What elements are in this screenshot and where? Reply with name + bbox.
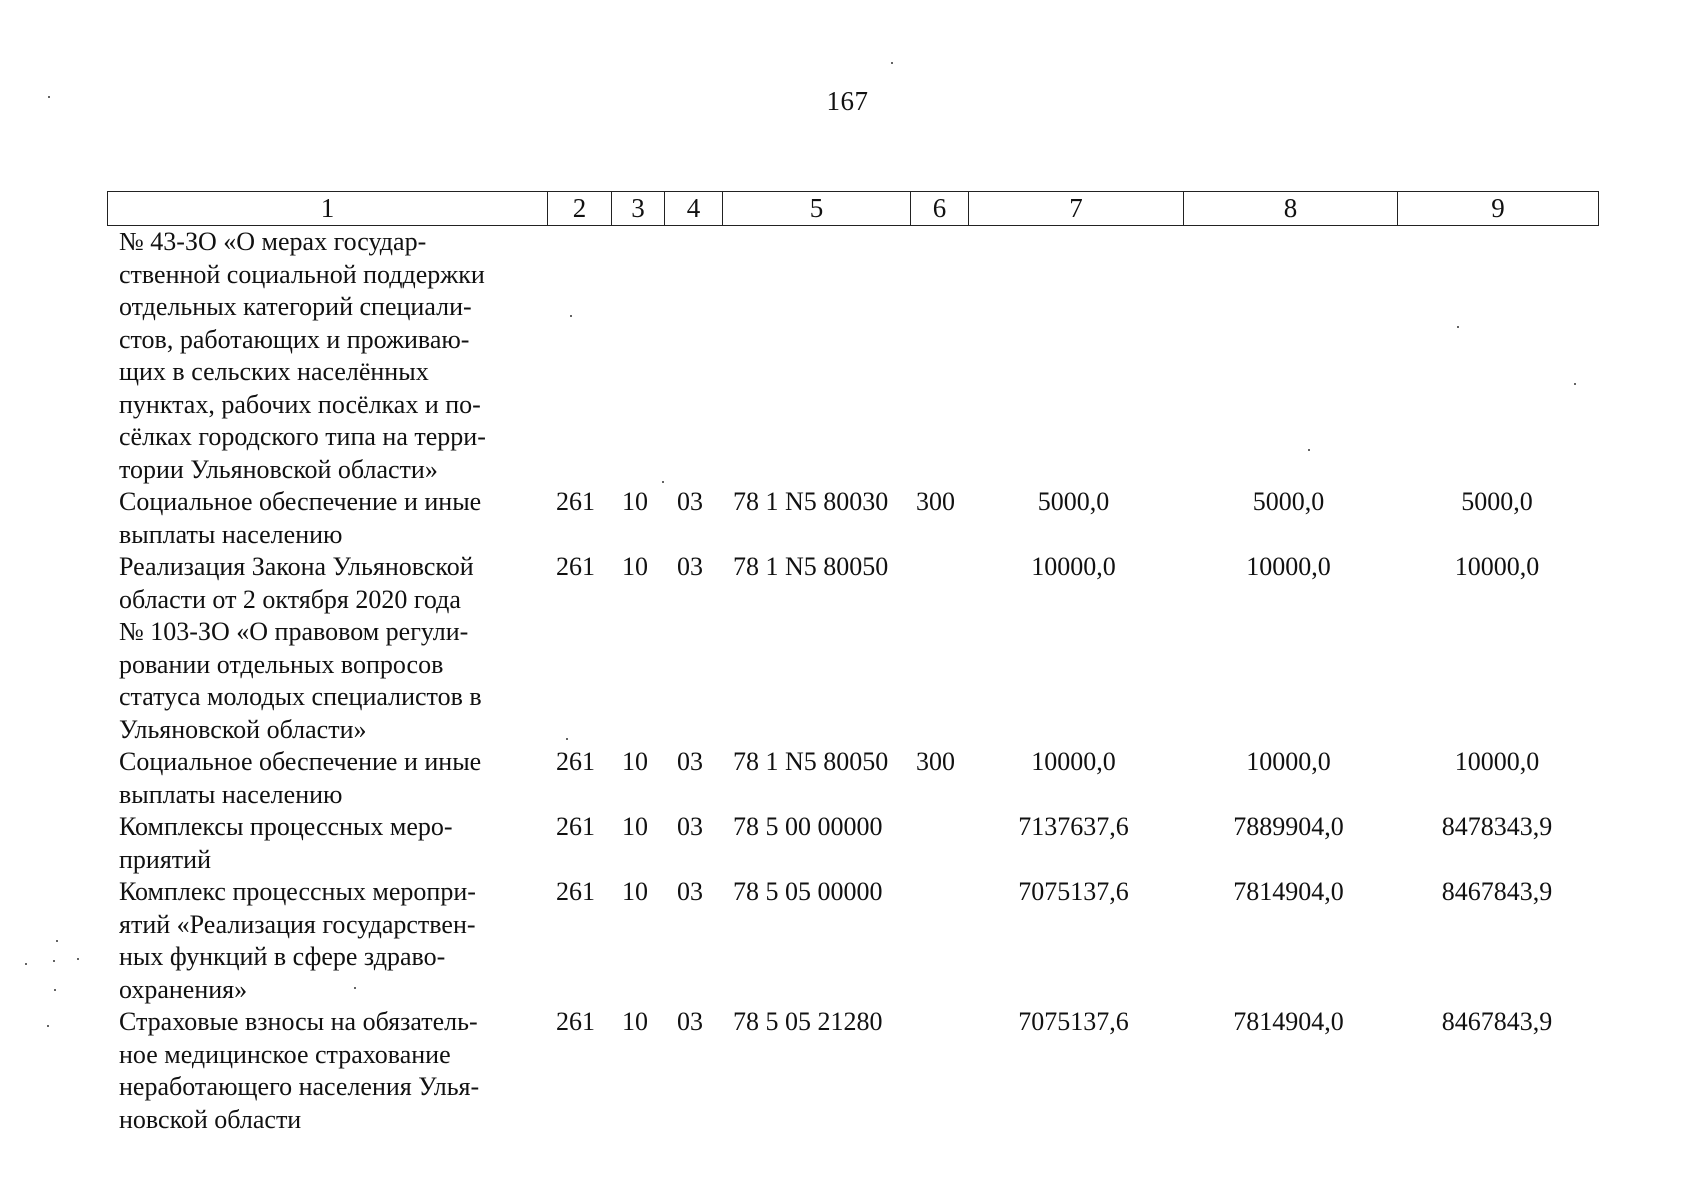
cell-admin-code: 261 — [556, 552, 595, 581]
cell-admin-code: 261 — [556, 747, 595, 776]
column-header-9: 9 — [1491, 193, 1505, 223]
scan-speck — [1308, 449, 1310, 451]
row-name: Комплексы процессных меро- приятий — [119, 812, 453, 874]
scan-speck — [891, 62, 893, 64]
column-header-5: 5 — [723, 192, 911, 225]
cell-amount-col9: 8467843,9 — [1441, 877, 1553, 906]
scan-speck — [566, 738, 568, 740]
column-header-2: 2 — [548, 192, 612, 225]
table-body — [0, 226, 1695, 1136]
column-header-8: 8 — [1184, 192, 1398, 225]
column-header-4: 4 — [665, 192, 723, 225]
scan-speck — [662, 481, 664, 483]
scan-speck — [48, 96, 50, 98]
cell-expense-type: 300 — [916, 487, 955, 516]
cell-amount-col9: 8467843,9 — [1441, 1007, 1553, 1036]
cell-target-article: 78 1 N5 80050 — [733, 552, 889, 581]
cell-section: 10 — [622, 747, 648, 776]
cell-subsection: 03 — [677, 747, 703, 776]
cell-subsection: 03 — [677, 552, 703, 581]
cell-amount-col8: 5000,0 — [1252, 487, 1325, 516]
cell-amount-col8: 10000,0 — [1246, 747, 1331, 776]
scan-speck — [56, 940, 58, 942]
column-header-6: 6 — [911, 192, 969, 225]
table-row — [0, 876, 1695, 1006]
row-name: Реализация Закона Ульяновской области от 2 октября 2020 года № 103-ЗО «О правовом регули- ровании отдельных вопросов статуса молодых специалистов в Ульяновской области» — [119, 552, 482, 744]
table-row — [0, 226, 1695, 486]
cell-subsection: 03 — [677, 877, 703, 906]
cell-target-article: 78 5 05 21280 — [733, 1007, 883, 1036]
row-name: Социальное обеспечение и иные выплаты населению — [119, 747, 482, 809]
column-header-1: 1 — [108, 192, 548, 225]
cell-target-article: 78 5 05 00000 — [733, 877, 883, 906]
scan-speck — [1457, 326, 1459, 328]
table-row — [0, 551, 1695, 746]
cell-subsection: 03 — [677, 487, 703, 516]
table-row — [0, 486, 1695, 551]
cell-section: 10 — [622, 1007, 648, 1036]
row-name: № 43-ЗО «О мерах государ- ственной социальной поддержки отдельных категорий специали- стов, работающих и проживаю- щих в сельских населённых пунктах, рабочих посёлках и по- сёлках городского типа на терри- тории Ульяновской области» — [119, 227, 486, 484]
cell-amount-col9: 10000,0 — [1454, 552, 1540, 581]
cell-admin-code: 261 — [556, 1007, 595, 1036]
cell-amount-col7: 7075137,6 — [1018, 877, 1129, 906]
cell-section: 10 — [622, 812, 648, 841]
cell-amount-col7: 10000,0 — [1031, 552, 1116, 581]
scan-speck — [77, 958, 79, 960]
cell-section: 10 — [622, 877, 648, 906]
scan-speck — [54, 989, 56, 991]
column-header-row — [107, 191, 1599, 226]
cell-amount-col9: 5000,0 — [1461, 487, 1533, 516]
cell-section: 10 — [622, 552, 648, 581]
cell-amount-col8: 7814904,0 — [1233, 1007, 1344, 1036]
cell-target-article: 78 1 N5 80050 — [733, 747, 889, 776]
scan-speck — [354, 987, 356, 989]
cell-admin-code: 261 — [556, 812, 595, 841]
row-name: Социальное обеспечение и иные выплаты населению — [119, 487, 482, 549]
scan-speck — [53, 960, 55, 962]
table-row — [0, 811, 1695, 876]
cell-subsection: 03 — [677, 1007, 703, 1036]
cell-amount-col7: 10000,0 — [1031, 747, 1116, 776]
cell-amount-col7: 7137637,6 — [1018, 812, 1129, 841]
column-header-3: 3 — [612, 192, 665, 225]
cell-admin-code: 261 — [556, 877, 595, 906]
cell-amount-col7: 7075137,6 — [1018, 1007, 1129, 1036]
cell-target-article: 78 1 N5 80030 — [733, 487, 889, 516]
scan-speck — [570, 315, 572, 317]
cell-amount-col8: 7889904,0 — [1233, 812, 1344, 841]
cell-amount-col8: 10000,0 — [1246, 552, 1331, 581]
scan-speck — [25, 963, 27, 965]
cell-target-article: 78 5 00 00000 — [733, 812, 883, 841]
row-name: Страховые взносы на обязатель- ное медицинское страхование неработающего населения Улья- новской области — [119, 1007, 480, 1134]
cell-amount-col7: 5000,0 — [1037, 487, 1110, 516]
scan-speck — [47, 1025, 49, 1027]
cell-amount-col9: 10000,0 — [1454, 747, 1540, 776]
row-name: Комплекс процессных меропри- ятий «Реализация государствен- ных функций в сфере здраво- охранения» — [119, 877, 476, 1004]
column-header-7: 7 — [969, 192, 1184, 225]
table-row — [0, 1006, 1695, 1136]
cell-amount-col8: 7814904,0 — [1233, 877, 1344, 906]
table-row — [0, 746, 1695, 811]
page-number: 167 — [826, 86, 869, 116]
cell-amount-col9: 8478343,9 — [1441, 812, 1553, 841]
scan-speck — [1574, 383, 1576, 385]
cell-section: 10 — [622, 487, 648, 516]
cell-subsection: 03 — [677, 812, 703, 841]
cell-admin-code: 261 — [556, 487, 595, 516]
cell-expense-type: 300 — [916, 747, 955, 776]
